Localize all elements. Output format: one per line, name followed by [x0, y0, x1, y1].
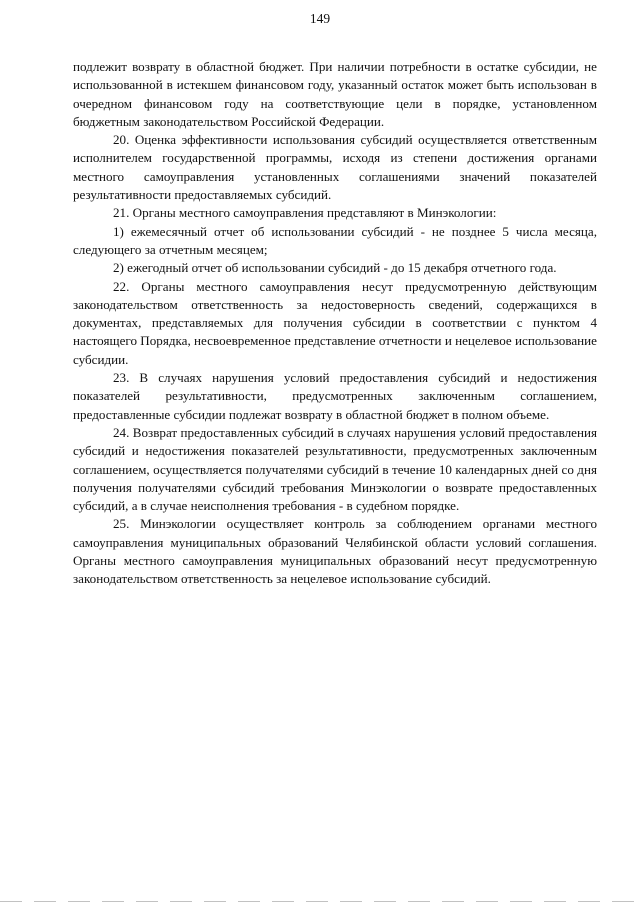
page-number: 149	[309, 11, 331, 26]
paragraph-22: 22. Органы местного самоуправления несут предусмотренную действующим законодательством ответственность за недостоверность сведений, содержащихся в документах, представляемых для получения субсидии в соответствии с пунктом 4 настоящего Порядка, несвоевременное представление отчетности и нецелевое использование субсидии.	[73, 278, 597, 367]
document-body	[73, 58, 597, 589]
paragraph-21: 21. Органы местного самоуправления представляют в Минэкологии:	[113, 205, 497, 221]
paragraph-24: 24. Возврат предоставленных субсидий в случаях нарушения условий предоставления субсидий и недостижения показателей результативности, предусмотренных заключенным соглашением, осуществляется получателями субсидий в течение 10 календарных дней со дня получения получателями субсидий требования Минэкологии о возврате предоставленных субсидий, а в случае неисполнения требования - в судебном порядке.	[73, 424, 597, 514]
scan-bottom-edge	[0, 901, 640, 902]
paragraph-21-item-2: 2) ежегодный отчет об использовании субсидий - до 15 декабря отчетного года.	[113, 260, 557, 276]
paragraph-23: 23. В случаях нарушения условий предоставления субсидий и недостижения показателей результативности, предусмотренных заключенным соглашением, предоставленные субсидии подлежат возврату в областной бюджет в полном объеме.	[73, 370, 597, 422]
paragraph-20: 20. Оценка эффективности использования субсидий осуществляется ответственным исполнителем государственной программы, исходя из степени достижения органами местного самоуправления установленных соглашениями значений показателей результативности предоставляемых субсидий.	[73, 132, 597, 203]
paragraph-25: 25. Минэкологии осуществляет контроль за соблюдением органами местного самоуправления муниципальных образований Челябинской области условий соглашения. Органы местного самоуправления муниципальных образований несут предусмотренную законодательством ответственность за нецелевое использование субсидий.	[73, 516, 597, 587]
paragraph-continuation: подлежит возврату в областной бюджет. При наличии потребности в остатке субсидии, не использованной в истекшем финансовом году, указанный остаток может быть использован в очередном финансовом году на соответствующие цели в порядке, установленном бюджетным законодательством Российской Федерации.	[73, 59, 597, 129]
paragraph-21-item-1: 1) ежемесячный отчет об использовании субсидий - не позднее 5 числа месяца, следующего за отчетным месяцем;	[73, 223, 597, 257]
